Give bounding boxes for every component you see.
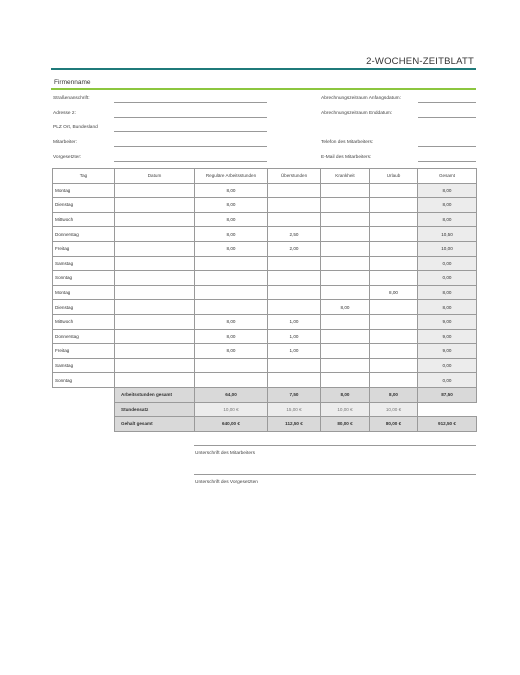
summary-hours-row: [53, 387, 477, 402]
table-row: [53, 285, 477, 300]
summary-spacer: [53, 417, 115, 432]
date-input[interactable]: [115, 344, 195, 359]
summary-hours-vacation: 8,00: [370, 387, 418, 402]
row-total: 0,00: [418, 373, 477, 388]
vacation-input[interactable]: [370, 300, 418, 315]
overtime-input[interactable]: [268, 256, 321, 271]
overtime-input[interactable]: [268, 285, 321, 300]
day-cell: Dienstag: [53, 300, 115, 315]
row-total: 8,00: [418, 198, 477, 213]
row-total: 8,00: [418, 212, 477, 227]
day-cell: Sonntag: [53, 373, 115, 388]
row-total: 9,00: [418, 314, 477, 329]
table-row: [53, 300, 477, 315]
overtime-input[interactable]: 2,00: [268, 241, 321, 256]
col-header-regular: Reguläre Arbeitsstunden: [195, 169, 268, 184]
sick-input[interactable]: [321, 271, 370, 286]
sick-input[interactable]: [321, 285, 370, 300]
summary-pay-regular: 640,00 €: [195, 417, 268, 432]
sick-input[interactable]: [321, 212, 370, 227]
regular-hours-input[interactable]: [195, 271, 268, 286]
table-header-row: [53, 169, 477, 184]
col-header-total: Gesamt: [418, 169, 477, 184]
overtime-input[interactable]: [268, 271, 321, 286]
vacation-input[interactable]: 8,00: [370, 285, 418, 300]
day-cell: Samstag: [53, 256, 115, 271]
employee-label: Mitarbeiter:: [53, 140, 77, 145]
table-row: [53, 212, 477, 227]
overtime-input[interactable]: [268, 300, 321, 315]
summary-hours-regular: 64,00: [195, 387, 268, 402]
regular-hours-input[interactable]: [195, 358, 268, 373]
row-total: 0,00: [418, 256, 477, 271]
row-total: 10,00: [418, 241, 477, 256]
summary-pay-sick: 80,00 €: [321, 417, 370, 432]
summary-spacer: [53, 402, 115, 417]
regular-hours-input[interactable]: 8,00: [195, 227, 268, 242]
table-row: [53, 358, 477, 373]
date-input[interactable]: [115, 227, 195, 242]
regular-hours-input[interactable]: [195, 373, 268, 388]
address2-input[interactable]: [114, 117, 267, 118]
regular-hours-input[interactable]: [195, 285, 268, 300]
sick-input[interactable]: [321, 358, 370, 373]
summary-rate-label: Stundensatz: [115, 402, 195, 417]
table-row: [53, 271, 477, 286]
sick-input[interactable]: [321, 314, 370, 329]
vacation-input[interactable]: [370, 212, 418, 227]
day-cell: Donnerstag: [53, 227, 115, 242]
page-title: 2-WOCHEN-ZEITBLATT: [366, 56, 474, 67]
date-input[interactable]: [115, 285, 195, 300]
overtime-input[interactable]: 2,50: [268, 227, 321, 242]
table-row: [53, 256, 477, 271]
employee-signature-label: Unterschrift des Mitarbeiters: [195, 451, 255, 456]
table-row: [53, 373, 477, 388]
sick-input[interactable]: 8,00: [321, 300, 370, 315]
regular-hours-input[interactable]: 8,00: [195, 212, 268, 227]
day-cell: Sonntag: [53, 271, 115, 286]
col-header-date: Datum: [115, 169, 195, 184]
phone-input[interactable]: [418, 146, 476, 147]
date-input[interactable]: [115, 329, 195, 344]
company-name[interactable]: Firmenname: [54, 79, 91, 86]
table-row: [53, 344, 477, 359]
row-total: 8,00: [418, 285, 477, 300]
email-label: E-Mail des Mitarbeiters:: [321, 155, 372, 160]
col-header-sick: Krankheit: [321, 169, 370, 184]
vacation-input[interactable]: [370, 227, 418, 242]
summary-spacer: [53, 387, 115, 402]
sick-input[interactable]: [321, 227, 370, 242]
period-end-input[interactable]: [418, 117, 476, 118]
summary-rate-row: [53, 402, 477, 417]
col-header-day: Tag: [53, 169, 115, 184]
date-input[interactable]: [115, 314, 195, 329]
summary-hours-overtime: 7,50: [268, 387, 321, 402]
row-total: 0,00: [418, 271, 477, 286]
overtime-input[interactable]: [268, 358, 321, 373]
summary-pay-row: [53, 417, 477, 432]
company-rule: [51, 88, 476, 90]
sick-input[interactable]: [321, 183, 370, 198]
address2-label: Adresse 2:: [53, 111, 76, 116]
day-cell: Samstag: [53, 358, 115, 373]
regular-hours-input[interactable]: 8,00: [195, 329, 268, 344]
vacation-input[interactable]: [370, 358, 418, 373]
regular-hours-input[interactable]: 8,00: [195, 344, 268, 359]
date-input[interactable]: [115, 241, 195, 256]
date-input[interactable]: [115, 198, 195, 213]
timesheet-table: [52, 168, 477, 432]
sick-input[interactable]: [321, 344, 370, 359]
date-input[interactable]: [115, 271, 195, 286]
row-total: 0,00: [418, 358, 477, 373]
table-row: [53, 314, 477, 329]
overtime-input[interactable]: 1,00: [268, 344, 321, 359]
day-cell: Donnerstag: [53, 329, 115, 344]
overtime-input[interactable]: [268, 183, 321, 198]
row-total: 9,00: [418, 344, 477, 359]
city-label: PLZ Ort, Bundesland: [53, 125, 98, 130]
vacation-input[interactable]: [370, 373, 418, 388]
date-input[interactable]: [115, 256, 195, 271]
rate-sick-input[interactable]: 10,00 €: [321, 402, 370, 417]
sick-input[interactable]: [321, 198, 370, 213]
rate-overtime-input[interactable]: 15,00 €: [268, 402, 321, 417]
date-input[interactable]: [115, 358, 195, 373]
row-total: 8,00: [418, 183, 477, 198]
supervisor-label: Vorgesetzter:: [53, 155, 82, 160]
summary-spacer: [418, 402, 477, 417]
regular-hours-input[interactable]: [195, 300, 268, 315]
rate-regular-input[interactable]: 10,00 €: [195, 402, 268, 417]
street-label: Straßenanschrift:: [53, 96, 90, 101]
sick-input[interactable]: [321, 241, 370, 256]
summary-hours-sick: 8,00: [321, 387, 370, 402]
date-input[interactable]: [115, 300, 195, 315]
vacation-input[interactable]: [370, 241, 418, 256]
phone-label: Telefon des Mitarbeiters:: [321, 140, 374, 145]
sick-input[interactable]: [321, 256, 370, 271]
table-row: [53, 198, 477, 213]
row-total: 10,50: [418, 227, 477, 242]
col-header-vacation: Urlaub: [370, 169, 418, 184]
table-row: [53, 227, 477, 242]
overtime-input[interactable]: 1,00: [268, 314, 321, 329]
table-row: [53, 241, 477, 256]
supervisor-input[interactable]: [114, 161, 267, 162]
day-cell: Freitag: [53, 344, 115, 359]
regular-hours-input[interactable]: 8,00: [195, 241, 268, 256]
table-row: [53, 183, 477, 198]
period-start-input[interactable]: [418, 102, 476, 103]
day-cell: Freitag: [53, 241, 115, 256]
overtime-input[interactable]: [268, 373, 321, 388]
vacation-input[interactable]: [370, 314, 418, 329]
employee-input[interactable]: [114, 146, 267, 147]
overtime-input[interactable]: [268, 198, 321, 213]
regular-hours-input[interactable]: 8,00: [195, 183, 268, 198]
supervisor-signature-line[interactable]: [194, 474, 476, 475]
summary-pay-total: 912,50 €: [418, 417, 477, 432]
summary-pay-overtime: 112,50 €: [268, 417, 321, 432]
vacation-input[interactable]: [370, 271, 418, 286]
overtime-input[interactable]: [268, 212, 321, 227]
vacation-input[interactable]: [370, 198, 418, 213]
period-start-label: Abrechnungszeitraum Anfangsdatum:: [321, 96, 401, 101]
employee-signature-line[interactable]: [194, 445, 476, 446]
summary-hours-total: 87,50: [418, 387, 477, 402]
supervisor-signature-label: Unterschrift des Vorgesetzten: [195, 480, 258, 485]
summary-hours-label: Arbeitsstunden gesamt: [115, 387, 195, 402]
row-total: 8,00: [418, 300, 477, 315]
email-input[interactable]: [418, 161, 476, 162]
table-row: [53, 329, 477, 344]
summary-pay-vacation: 80,00 €: [370, 417, 418, 432]
row-total: 9,00: [418, 329, 477, 344]
sick-input[interactable]: [321, 373, 370, 388]
vacation-input[interactable]: [370, 256, 418, 271]
day-cell: Dienstag: [53, 198, 115, 213]
summary-pay-label: Gehalt gesamt: [115, 417, 195, 432]
regular-hours-input[interactable]: [195, 256, 268, 271]
overtime-input[interactable]: 1,00: [268, 329, 321, 344]
street-input[interactable]: [114, 102, 267, 103]
date-input[interactable]: [115, 373, 195, 388]
vacation-input[interactable]: [370, 183, 418, 198]
day-cell: Mittwoch: [53, 212, 115, 227]
col-header-overtime: Überstunden: [268, 169, 321, 184]
title-rule: [51, 68, 476, 70]
city-input[interactable]: [114, 131, 267, 132]
rate-vacation-input[interactable]: 10,00 €: [370, 402, 418, 417]
date-input[interactable]: [115, 183, 195, 198]
vacation-input[interactable]: [370, 329, 418, 344]
date-input[interactable]: [115, 212, 195, 227]
day-cell: Montag: [53, 183, 115, 198]
period-end-label: Abrechnungszeitraum Enddatum:: [321, 111, 393, 116]
regular-hours-input[interactable]: 8,00: [195, 314, 268, 329]
day-cell: Mittwoch: [53, 314, 115, 329]
day-cell: Montag: [53, 285, 115, 300]
vacation-input[interactable]: [370, 344, 418, 359]
sick-input[interactable]: [321, 329, 370, 344]
regular-hours-input[interactable]: 8,00: [195, 198, 268, 213]
